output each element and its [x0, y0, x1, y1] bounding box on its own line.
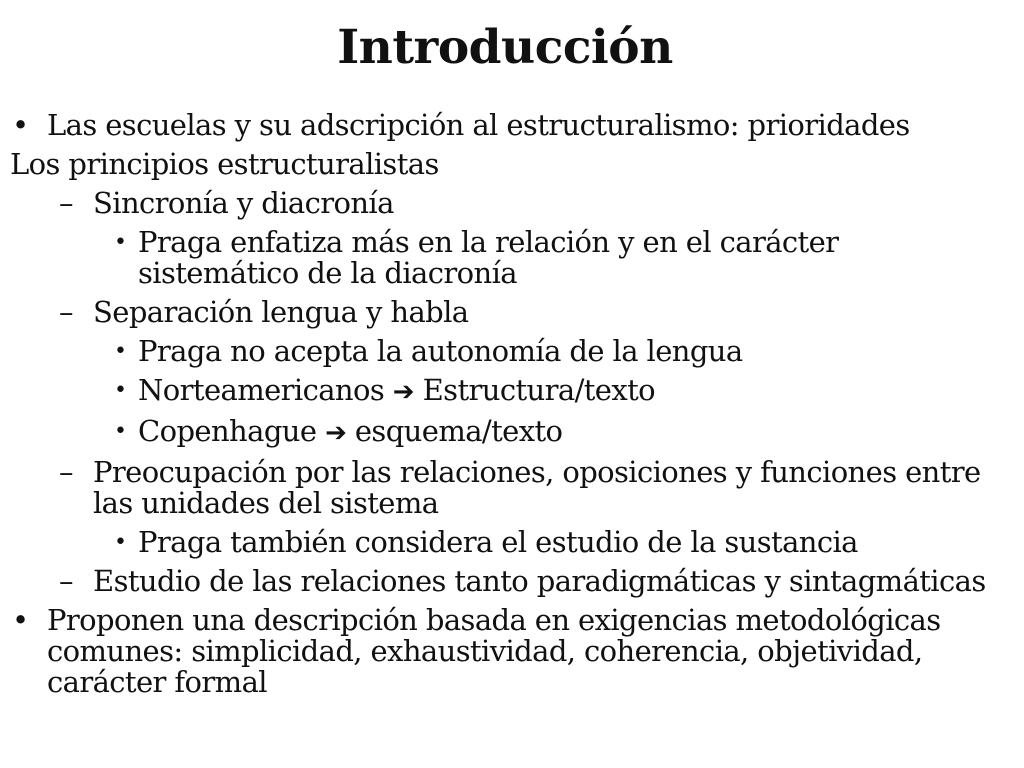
sub-item [0, 297, 1024, 328]
bullet-item [0, 110, 1024, 141]
sub-item-text: Preocupación por las relaciones, oposiciones y funciones entre las unidades del sistema [93, 455, 981, 520]
sub-item-text: Estudio de las relaciones tanto paradigmáticas y sintagmáticas [93, 564, 986, 598]
sub-item-text: Sincronía y diacronía [93, 186, 394, 220]
dash-marker: – [59, 295, 73, 329]
term-value: Estructura/texto [422, 373, 656, 407]
bullet-marker: • [12, 108, 29, 142]
term-value: esquema/texto [354, 414, 563, 448]
bullet-marker: • [12, 603, 29, 637]
sub-sub-item [0, 375, 1024, 408]
section-heading [0, 149, 1024, 180]
bullet-marker: • [114, 339, 127, 364]
sub-item [0, 566, 1024, 597]
bullet-marker: • [114, 378, 127, 403]
sub-sub-item-text [138, 375, 968, 408]
dash-marker: – [59, 186, 73, 220]
sub-sub-item [0, 416, 1024, 449]
dash-marker: – [59, 455, 73, 489]
sub-sub-item-text [138, 416, 968, 449]
dash-marker: – [59, 564, 73, 598]
bullet-marker: • [114, 530, 127, 555]
sub-item [0, 188, 1024, 219]
term-label: Norteamericanos [138, 373, 385, 407]
bullet-marker: • [114, 230, 127, 255]
sub-item [0, 457, 1024, 519]
sub-sub-item-text: Praga no acepta la autonomía de la lengua [138, 334, 743, 368]
arrow-right-icon: ➔ [325, 418, 347, 448]
arrow-right-icon: ➔ [392, 377, 414, 407]
section-heading-text: Los principios estructuralistas [10, 147, 439, 181]
bullet-item [0, 605, 1024, 698]
sub-sub-item [0, 336, 1024, 367]
bullet-text: Proponen una descripción basada en exigencias metodológicas comunes: simplicidad, exhaustividad, coherencia, objetividad, carácter formal [47, 603, 941, 699]
sub-sub-item [0, 527, 1024, 558]
sub-sub-item-text: Praga enfatiza más en la relación y en el carácter sistemático de la diacronía [138, 225, 839, 290]
slide-body [0, 110, 1024, 698]
slide-title: Introducción [337, 20, 673, 75]
term-label: Copenhague [138, 414, 317, 448]
sub-sub-item [0, 227, 1024, 289]
sub-item-text: Separación lengua y habla [93, 295, 469, 329]
bullet-marker: • [114, 419, 127, 444]
bullet-text: Las escuelas y su adscripción al estructuralismo: prioridades [47, 108, 910, 142]
sub-sub-item-text: Praga también considera el estudio de la sustancia [138, 525, 858, 559]
